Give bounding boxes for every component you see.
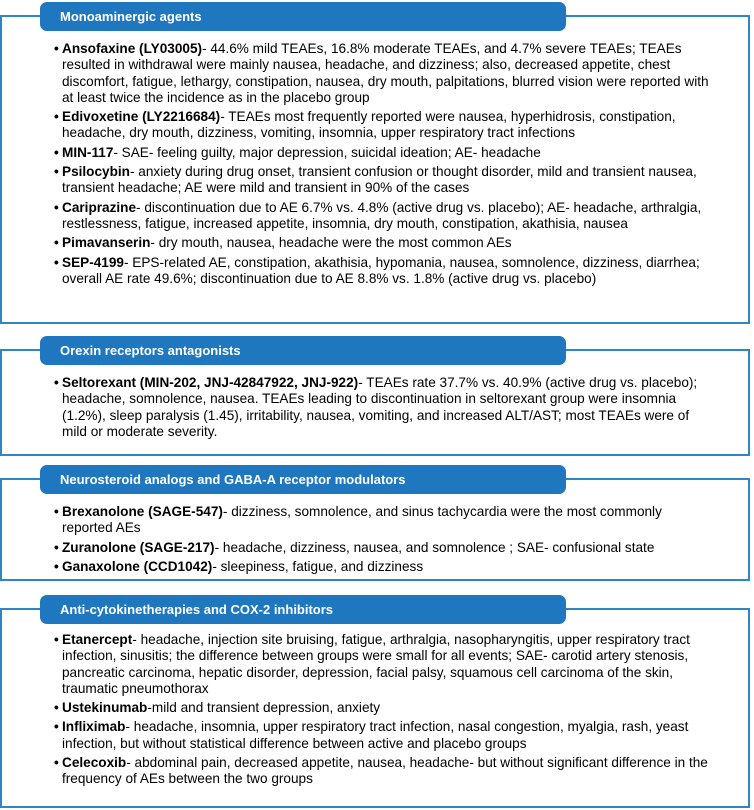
drug-description: - discontinuation due to AE 6.7% vs. 4.8% (active drug vs. placebo); AE- headache, arthralgia, restlessness, fatigue, increased appetite, insomnia, dry mouth, constipation, akathisia, nausea <box>62 199 702 231</box>
section-header: Orexin receptors antagonists <box>40 336 566 365</box>
item-list <box>54 504 710 578</box>
drug-name: Pimavanserin <box>62 235 151 251</box>
list-item: • MIN-117- SAE- feeling guilty, major depression, suicidal ideation; AE- headache <box>54 144 541 160</box>
drug-description: - 44.6% mild TEAEs, 16.8% moderate TEAEs, and 4.7% severe TEAEs; TEAEs resulted in withdrawal were mainly nausea, headache, and dizziness; also, decreased appetite, chest discomfort, fatigue, lethargy, constipation, nausea, dry mouth, palpitations, blurred vision were reported with at least twice the incidence as in the placebo group <box>62 41 709 105</box>
drug-name: Psilocybin <box>62 164 130 180</box>
item-list <box>54 375 710 443</box>
drug-name: Cariprazine <box>62 199 137 215</box>
drug-name: Ganaxolone (CCD1042) <box>62 558 213 574</box>
drug-name: Infliximab <box>62 719 126 735</box>
list-item: • Ansofaxine (LY03005)- 44.6% mild TEAEs, 16.8% moderate TEAEs, and 4.7% severe TEAEs; TEAEs resulted in withdrawal were mainly nausea, headache, and dizziness; also, decreased appetite, chest discomfort, fatigue, lethargy, constipation, nausea, dry mouth, palpitations, blurred vision were reported with at least twice the incidence as in the placebo group <box>54 41 709 105</box>
list-item: • Cariprazine- discontinuation due to AE 6.7% vs. 4.8% (active drug vs. placebo); AE- headache, arthralgia, restlessness, fatigue, increased appetite, insomnia, dry mouth, constipation, akathisia, nausea <box>54 199 702 231</box>
section-header: Neurosteroid analogs and GABA-A receptor modulators <box>40 465 566 494</box>
drug-name: SEP-4199 <box>62 254 124 270</box>
drug-description: - TEAEs most frequently reported were nausea, hyperhidrosis, constipation, headache, dry mouth, dizziness, vomiting, insomnia, upper respiratory tract infections <box>62 109 676 141</box>
drug-name: Ansofaxine (LY03005) <box>62 41 203 56</box>
drug-description: - SAE- feeling guilty, major depression, suicidal ideation; AE- headache <box>113 144 541 160</box>
drug-description: - anxiety during drug onset, transient confusion or thought disorder, mild and transient nausea, transient headache; AE were mild and transient in 90% of the cases <box>62 164 697 196</box>
drug-description: - dry mouth, nausea, headache were the most common AEs <box>150 235 512 251</box>
drug-description: - headache, dizziness, nausea, and somnolence ; SAE- confusional state <box>214 539 655 555</box>
drug-description: -mild and transient depression, anxiety <box>147 700 381 716</box>
drug-description: - headache, injection site bruising, fatigue, arthralgia, nasopharyngitis, upper respiratory tract infection, sinusitis; the difference between groups were small for all events; SAE- carotid artery stenosis, pancreatic carcinoma, hepatic disorder, depression, facial palsy, squamous cell carcinoma of the skin, traumatic pneumothorax <box>62 632 690 696</box>
list-item: • Infliximab- headache, insomnia, upper respiratory tract infection, nasal congestion, myalgia, rash, yeast infection, but without statistical difference between active and placebo groups <box>54 719 689 751</box>
drug-description: - EPS-related AE, constipation, akathisia, hypomania, nausea, somnolence, dizziness, diarrhea; overall AE rate 49.6%; discontinuation due to AE 8.8% vs. 1.8% (active drug vs. placebo) <box>62 254 700 286</box>
drug-name: Zuranolone (SAGE-217) <box>62 539 215 555</box>
list-item: • Ustekinumab-mild and transient depression, anxiety <box>54 700 381 716</box>
section-header: Anti-cytokinetherapies and COX-2 inhibitors <box>40 595 566 624</box>
section-header: Monoaminergic agents <box>40 2 566 31</box>
list-item: • SEP-4199- EPS-related AE, constipation, akathisia, hypomania, nausea, somnolence, dizziness, diarrhea; overall AE rate 49.6%; discontinuation due to AE 8.8% vs. 1.8% (active drug vs. placebo) <box>54 254 700 286</box>
drug-name: Etanercept <box>62 632 133 647</box>
list-item: • Seltorexant (MIN-202, JNJ-42847922, JNJ-922)- TEAEs rate 37.7% vs. 40.9% (active drug vs. placebo); headache, somnolence, nausea. TEAEs leading to discontinuation in seltorexant group were insomnia (1.2%), sleep paralysis (1.45), irritability, nausea, vomiting, and increased ALT/AST; most TEAEs were of mild or moderate severity. <box>54 375 698 439</box>
drug-description: - abdominal pain, decreased appetite, nausea, headache- but without significant difference in the frequency of AEs between the two groups <box>62 755 708 787</box>
drug-name: Edivoxetine (LY2216684) <box>62 109 221 125</box>
drug-description: - headache, insomnia, upper respiratory tract infection, nasal congestion, myalgia, rash, yeast infection, but without statistical difference between active and placebo groups <box>62 719 689 751</box>
drug-name: Ustekinumab <box>62 700 148 716</box>
list-item: • Celecoxib- abdominal pain, decreased appetite, nausea, headache- but without significant difference in the frequency of AEs between the two groups <box>54 755 708 787</box>
drug-name: Brexanolone (SAGE-547) <box>62 504 223 519</box>
drug-description: - dizziness, somnolence, and sinus tachycardia were the most commonly reported AEs <box>62 504 662 536</box>
drug-description: - TEAEs rate 37.7% vs. 40.9% (active drug vs. placebo); headache, somnolence, nausea. TEAEs leading to discontinuation in seltorexant group were insomnia (1.2%), sleep paralysis (1.45), irritability, nausea, vomiting, and increased ALT/AST; most TEAEs were of mild or moderate severity. <box>62 375 698 439</box>
list-item: • Edivoxetine (LY2216684)- TEAEs most frequently reported were nausea, hyperhidrosis, constipation, headache, dry mouth, dizziness, vomiting, insomnia, upper respiratory tract infections <box>54 109 676 141</box>
item-list <box>54 41 710 290</box>
list-item: • Psilocybin- anxiety during drug onset, transient confusion or thought disorder, mild and transient nausea, transient headache; AE were mild and transient in 90% of the cases <box>54 164 697 196</box>
item-list <box>54 632 710 791</box>
list-item: • Brexanolone (SAGE-547)- dizziness, somnolence, and sinus tachycardia were the most commonly reported AEs <box>54 504 662 536</box>
drug-name: Seltorexant (MIN-202, JNJ-42847922, JNJ-922) <box>62 375 359 390</box>
drug-description: - sleepiness, fatigue, and dizziness <box>212 558 424 574</box>
drug-name: MIN-117 <box>62 144 114 160</box>
list-item: • Etanercept- headache, injection site bruising, fatigue, arthralgia, nasopharyngitis, upper respiratory tract infection, sinusitis; the difference between groups were small for all events; SAE- carotid artery stenosis, pancreatic carcinoma, hepatic disorder, depression, facial palsy, squamous cell carcinoma of the skin, traumatic pneumothorax <box>54 632 690 696</box>
drug-name: Celecoxib <box>62 755 127 771</box>
list-item: • Ganaxolone (CCD1042)- sleepiness, fatigue, and dizziness <box>54 558 424 574</box>
list-item: • Zuranolone (SAGE-217)- headache, dizziness, nausea, and somnolence ; SAE- confusional state <box>54 539 655 555</box>
list-item: • Pimavanserin- dry mouth, nausea, headache were the most common AEs <box>54 235 512 251</box>
